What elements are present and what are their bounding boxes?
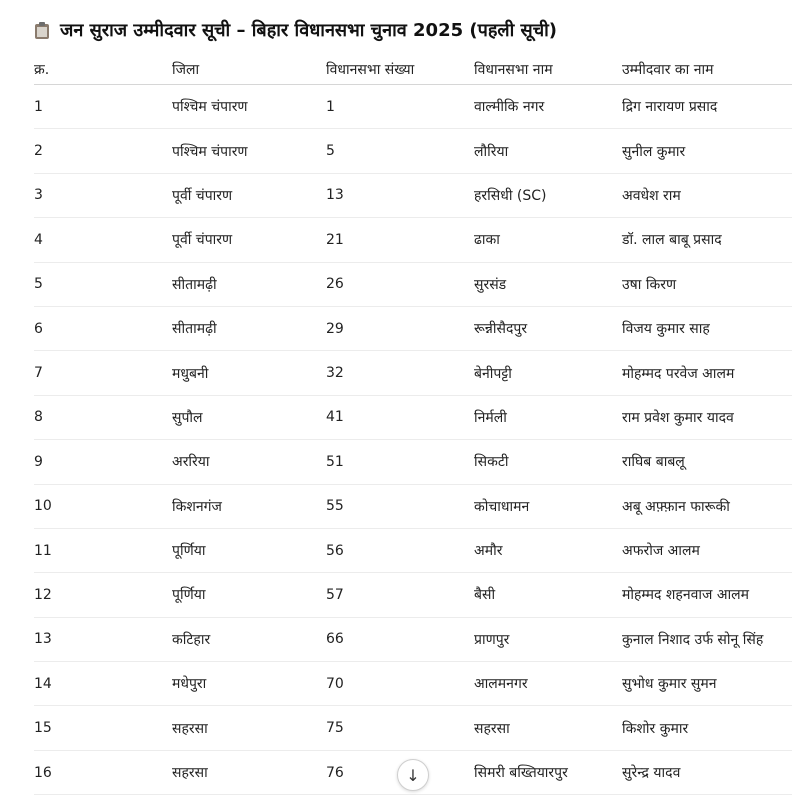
cell-constituency-name: रून्नीसैदपुर bbox=[474, 306, 622, 350]
cell-serial: 10 bbox=[34, 484, 172, 528]
cell-candidate-name: कुनाल निशाद उर्फ सोनू सिंह bbox=[622, 617, 792, 661]
cell-constituency-name: अमौर bbox=[474, 528, 622, 572]
cell-district: पूर्णिया bbox=[172, 528, 326, 572]
cell-constituency-number: 5 bbox=[326, 129, 474, 173]
cell-candidate-name: अफरोज आलम bbox=[622, 528, 792, 572]
cell-district: किशनगंज bbox=[172, 484, 326, 528]
table-body bbox=[34, 85, 792, 795]
cell-constituency-number: 55 bbox=[326, 484, 474, 528]
header-constituency-number: विधानसभा संख्या bbox=[326, 55, 474, 85]
cell-serial: 4 bbox=[34, 218, 172, 262]
cell-candidate-name: राघिब बाबलू bbox=[622, 440, 792, 484]
cell-district: पूर्वी चंपारण bbox=[172, 173, 326, 217]
header-constituency-name: विधानसभा नाम bbox=[474, 55, 622, 85]
table-row bbox=[34, 218, 792, 262]
cell-constituency-name: सुरसंड bbox=[474, 262, 622, 306]
header-district: जिला bbox=[172, 55, 326, 85]
cell-constituency-name: हरसिधी (SC) bbox=[474, 173, 622, 217]
cell-candidate-name: किशोर कुमार bbox=[622, 706, 792, 750]
table-row bbox=[34, 617, 792, 661]
cell-district: पूर्वी चंपारण bbox=[172, 218, 326, 262]
cell-serial: 9 bbox=[34, 440, 172, 484]
cell-candidate-name: मोहम्मद शहनवाज आलम bbox=[622, 573, 792, 617]
cell-district: मधुबनी bbox=[172, 351, 326, 395]
cell-district: सुपौल bbox=[172, 395, 326, 439]
cell-constituency-name: निर्मली bbox=[474, 395, 622, 439]
cell-candidate-name: सुभोध कुमार सुमन bbox=[622, 662, 792, 706]
cell-constituency-name: बेनीपट्टी bbox=[474, 351, 622, 395]
cell-constituency-name: कोचाधामन bbox=[474, 484, 622, 528]
cell-serial: 12 bbox=[34, 573, 172, 617]
cell-constituency-number: 13 bbox=[326, 173, 474, 217]
cell-candidate-name: द्रिग नारायण प्रसाद bbox=[622, 85, 792, 129]
cell-constituency-name: वाल्मीकि नगर bbox=[474, 85, 622, 129]
cell-constituency-number: 41 bbox=[326, 395, 474, 439]
header-candidate-name: उम्मीदवार का नाम bbox=[622, 55, 792, 85]
cell-constituency-number: 56 bbox=[326, 528, 474, 572]
cell-serial: 11 bbox=[34, 528, 172, 572]
cell-constituency-number: 1 bbox=[326, 85, 474, 129]
table-row bbox=[34, 173, 792, 217]
cell-serial: 15 bbox=[34, 706, 172, 750]
cell-constituency-name: प्राणपुर bbox=[474, 617, 622, 661]
cell-district: सीतामढ़ी bbox=[172, 306, 326, 350]
table-row bbox=[34, 706, 792, 750]
cell-serial: 16 bbox=[34, 750, 172, 794]
cell-constituency-name: सिमरी बख्तियारपुर bbox=[474, 750, 622, 794]
cell-constituency-number: 29 bbox=[326, 306, 474, 350]
cell-constituency-number: 26 bbox=[326, 262, 474, 306]
cell-constituency-number: 51 bbox=[326, 440, 474, 484]
cell-candidate-name: उषा किरण bbox=[622, 262, 792, 306]
cell-district: मधेपुरा bbox=[172, 662, 326, 706]
clipboard-icon bbox=[34, 21, 50, 39]
cell-serial: 3 bbox=[34, 173, 172, 217]
cell-district: अररिया bbox=[172, 440, 326, 484]
table-row bbox=[34, 662, 792, 706]
cell-serial: 7 bbox=[34, 351, 172, 395]
cell-district: सीतामढ़ी bbox=[172, 262, 326, 306]
cell-serial: 14 bbox=[34, 662, 172, 706]
cell-serial: 6 bbox=[34, 306, 172, 350]
cell-district: सहरसा bbox=[172, 706, 326, 750]
cell-candidate-name: अबू अफ़्फ़ान फारूकी bbox=[622, 484, 792, 528]
cell-district: पूर्णिया bbox=[172, 573, 326, 617]
cell-candidate-name: सुनील कुमार bbox=[622, 129, 792, 173]
table-row bbox=[34, 306, 792, 350]
cell-constituency-name: सिकटी bbox=[474, 440, 622, 484]
cell-candidate-name: सुरेन्द्र यादव bbox=[622, 750, 792, 794]
cell-constituency-number: 75 bbox=[326, 706, 474, 750]
cell-candidate-name: मोहम्मद परवेज आलम bbox=[622, 351, 792, 395]
table-row bbox=[34, 262, 792, 306]
cell-serial: 13 bbox=[34, 617, 172, 661]
arrow-down-icon: ↓ bbox=[406, 765, 420, 785]
cell-district: पश्चिम चंपारण bbox=[172, 129, 326, 173]
table-row bbox=[34, 440, 792, 484]
cell-candidate-name: राम प्रवेश कुमार यादव bbox=[622, 395, 792, 439]
cell-constituency-number: 70 bbox=[326, 662, 474, 706]
table-row bbox=[34, 129, 792, 173]
table-row bbox=[34, 573, 792, 617]
table-row bbox=[34, 85, 792, 129]
table-row bbox=[34, 395, 792, 439]
cell-district: सहरसा bbox=[172, 750, 326, 794]
page-title bbox=[34, 18, 557, 42]
cell-candidate-name: डॉ. लाल बाबू प्रसाद bbox=[622, 218, 792, 262]
cell-constituency-number: 66 bbox=[326, 617, 474, 661]
cell-candidate-name: अवधेश राम bbox=[622, 173, 792, 217]
cell-constituency-number: 21 bbox=[326, 218, 474, 262]
cell-constituency-number: 57 bbox=[326, 573, 474, 617]
cell-constituency-name: लौरिया bbox=[474, 129, 622, 173]
table-row bbox=[34, 484, 792, 528]
candidate-table bbox=[34, 55, 792, 795]
cell-constituency-name: आलमनगर bbox=[474, 662, 622, 706]
cell-constituency-number: 32 bbox=[326, 351, 474, 395]
scroll-down-button[interactable] bbox=[397, 759, 429, 791]
table-header bbox=[34, 55, 792, 85]
cell-constituency-name: सहरसा bbox=[474, 706, 622, 750]
cell-candidate-name: विजय कुमार साह bbox=[622, 306, 792, 350]
cell-serial: 5 bbox=[34, 262, 172, 306]
page-title-text: जन सुराज उम्मीदवार सूची – बिहार विधानसभा चुनाव 2025 (पहली सूची) bbox=[60, 20, 558, 41]
cell-serial: 8 bbox=[34, 395, 172, 439]
table-row bbox=[34, 351, 792, 395]
cell-serial: 1 bbox=[34, 85, 172, 129]
cell-constituency-name: बैसी bbox=[474, 573, 622, 617]
cell-district: कटिहार bbox=[172, 617, 326, 661]
cell-constituency-name: ढाका bbox=[474, 218, 622, 262]
table-row bbox=[34, 528, 792, 572]
cell-serial: 2 bbox=[34, 129, 172, 173]
cell-constituency-number: 76 bbox=[326, 750, 474, 794]
header-serial: क्र. bbox=[34, 55, 172, 85]
cell-district: पश्चिम चंपारण bbox=[172, 85, 326, 129]
